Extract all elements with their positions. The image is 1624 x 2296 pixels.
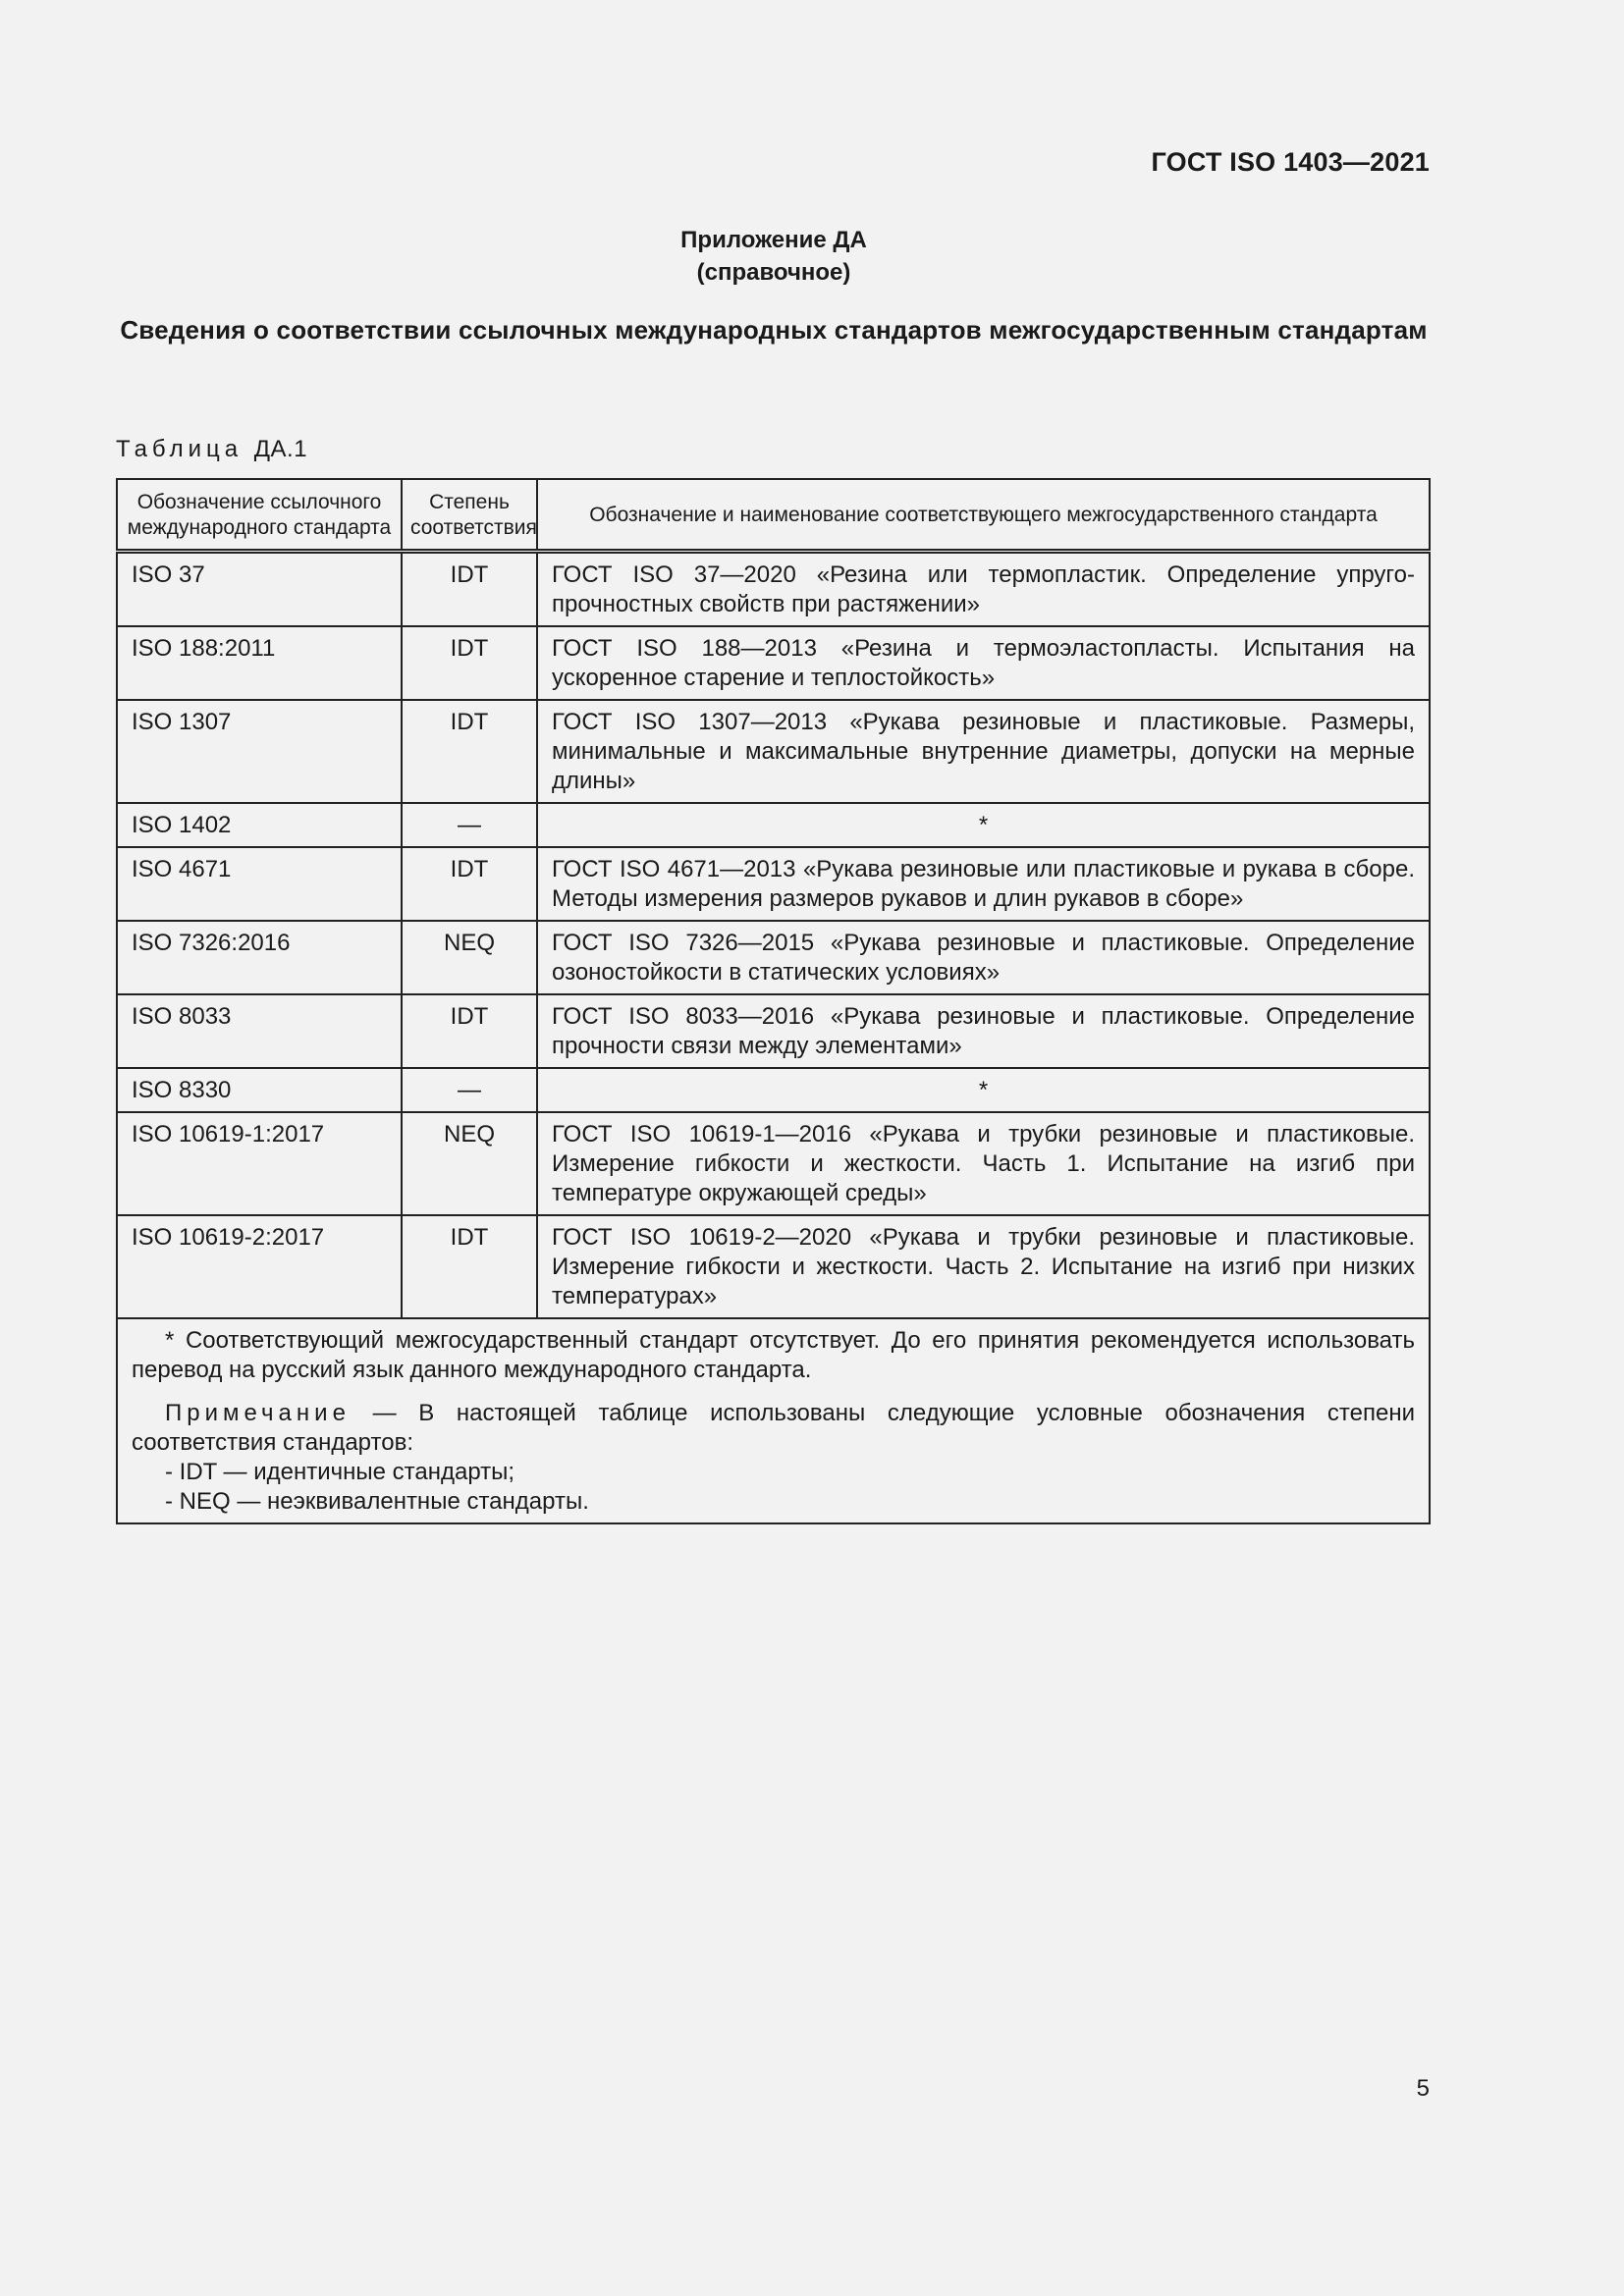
footnote: * Соответствующий межгосударственный стандарт отсутствует. До его принятия рекомендуется использовать перевод на русский язык данного международного стандарта. (132, 1327, 1415, 1383)
table-row (117, 552, 1430, 627)
table-row (117, 921, 1430, 994)
table-row (117, 700, 1430, 803)
cell-name: ГОСТ ISO 1307—2013 «Рукава резиновые и пластиковые. Размеры, минимальные и максимальные внутренние диаметры, допуски на мерные длины» (537, 700, 1430, 803)
table-header-row (117, 479, 1430, 552)
cell-degree: IDT (402, 1215, 537, 1318)
table-row (117, 1068, 1430, 1112)
cell-name: ГОСТ ISO 8033—2016 «Рукава резиновые и пластиковые. Определение прочности связи между элементами» (537, 994, 1430, 1068)
page-number: 5 (1416, 2075, 1430, 2102)
cell-code: ISO 1402 (117, 803, 402, 847)
cell-name: * (537, 803, 1430, 847)
cell-code: ISO 10619-1:2017 (117, 1112, 402, 1215)
cell-degree: IDT (402, 847, 537, 921)
document-code: ГОСТ ISO 1403—2021 (1151, 147, 1430, 177)
cell-code: ISO 8330 (117, 1068, 402, 1112)
note-item: - NEQ — неэквивалентные стандарты. (165, 1488, 589, 1515)
cell-name: ГОСТ ISO 4671—2013 «Рукава резиновые или пластиковые и рукава в сборе. Методы измерения размеров рукавов и длин рукавов в сборе» (537, 847, 1430, 921)
cell-name: ГОСТ ISO 10619-2—2020 «Рукава и трубки резиновые и пластиковые. Измерение гибкости и жесткости. Часть 2. Испытание на изгиб при низких температурах» (537, 1215, 1430, 1318)
table-notes (117, 1318, 1430, 1523)
note-item: - IDT — идентичные стандарты; (165, 1459, 515, 1485)
cell-name: ГОСТ ISO 188—2013 «Резина и термоэластопласты. Испытания на ускоренное старение и теплостойкость» (537, 626, 1430, 700)
cell-degree: IDT (402, 552, 537, 627)
cell-degree: — (402, 803, 537, 847)
table-notes-row (117, 1318, 1430, 1523)
note-label: Примечание (165, 1400, 351, 1426)
cell-code: ISO 10619-2:2017 (117, 1215, 402, 1318)
note-text: — В настоящей таблице использованы следующие условные обозначения степени соответствия стандартов: (132, 1400, 1415, 1456)
standards-table (116, 478, 1431, 1524)
table-row (117, 847, 1430, 921)
cell-name: ГОСТ ISO 10619-1—2016 «Рукава и трубки резиновые и пластиковые. Измерение гибкости и жесткости. Часть 1. Испытание на изгиб при температуре окружающей среды» (537, 1112, 1430, 1215)
note (132, 1399, 1415, 1458)
cell-degree: IDT (402, 994, 537, 1068)
cell-name: ГОСТ ISO 37—2020 «Резина или термопластик. Определение упруго-прочностных свойств при растяжении» (537, 552, 1430, 627)
cell-degree: NEQ (402, 921, 537, 994)
appendix-title: Приложение ДА (680, 227, 867, 253)
cell-degree: — (402, 1068, 537, 1112)
table-row (117, 1215, 1430, 1318)
table-row (117, 994, 1430, 1068)
appendix-title-block (0, 224, 1547, 289)
appendix-subtitle: (справочное) (696, 259, 851, 286)
table-caption-number: ДА.1 (253, 436, 308, 462)
header-degree: Степень соответствия (402, 479, 537, 552)
cell-code: ISO 4671 (117, 847, 402, 921)
table-row (117, 626, 1430, 700)
cell-degree: IDT (402, 626, 537, 700)
table-caption (116, 436, 307, 463)
cell-code: ISO 7326:2016 (117, 921, 402, 994)
table-caption-word: Таблица (116, 436, 244, 462)
cell-name: * (537, 1068, 1430, 1112)
table-row (117, 1112, 1430, 1215)
cell-degree: IDT (402, 700, 537, 803)
cell-code: ISO 1307 (117, 700, 402, 803)
table-row (117, 803, 1430, 847)
cell-name: ГОСТ ISO 7326—2015 «Рукава резиновые и пластиковые. Определение озоностойкости в статических условиях» (537, 921, 1430, 994)
cell-code: ISO 37 (117, 552, 402, 627)
cell-code: ISO 8033 (117, 994, 402, 1068)
cell-degree: NEQ (402, 1112, 537, 1215)
section-heading: Сведения о соответствии ссылочных международных стандартов межгосударственным стандартам (120, 315, 1428, 345)
cell-code: ISO 188:2011 (117, 626, 402, 700)
header-international-standard: Обозначение ссылочного международного стандарта (117, 479, 402, 552)
header-interstate-standard: Обозначение и наименование соответствующего межгосударственного стандарта (537, 479, 1430, 552)
